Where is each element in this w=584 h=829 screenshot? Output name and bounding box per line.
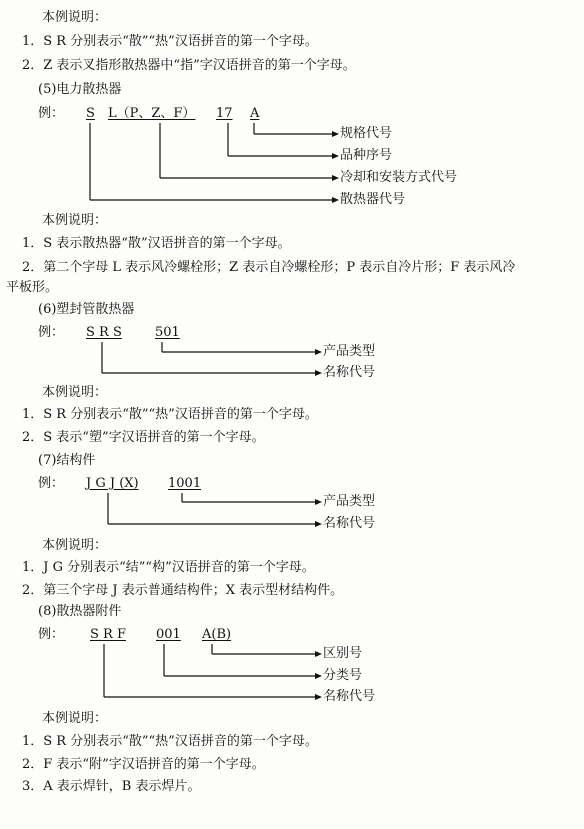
code-label: 分类号 (323, 668, 363, 683)
note-line: 平板形。 (6, 280, 59, 295)
note-line: 3．A 表示焊针，B 表示焊片。 (22, 779, 201, 794)
note-line: 2．S 表示“塑”字汉语拼音的第一个字母。 (22, 430, 265, 445)
code-label: 散热器代号 (340, 192, 406, 207)
code-part: 001 (156, 627, 181, 642)
arrowhead (332, 175, 339, 181)
note-line: 2．第二个字母 L 表示风冷螺栓形；Z 表示自冷螺栓形；P 表示自冷片形；F 表示风冷 (22, 260, 516, 275)
code-part: J G J (X) (86, 476, 139, 491)
note-title: 本例说明： (42, 10, 108, 25)
code-part: 1001 (168, 476, 202, 491)
code-label: 产品类型 (323, 344, 376, 359)
code-part: 501 (155, 325, 180, 340)
code-label: 冷却和安装方式代号 (340, 170, 458, 185)
note-title: 本例说明： (42, 213, 108, 228)
arrowhead (315, 370, 322, 376)
code-part: A(B) (202, 627, 232, 642)
note-title: 本例说明： (42, 385, 108, 400)
code-part: S R F (90, 627, 126, 642)
code-label: 产品类型 (323, 494, 376, 509)
section-heading: (8)散热器附件 (38, 604, 122, 619)
section-heading: (7)结构件 (38, 453, 96, 468)
code-part: S (86, 106, 95, 121)
code-part: L（P、Z、F） (108, 106, 196, 121)
note-line: 1．S R 分别表示“散”“热”汉语拼音的第一个字母。 (22, 34, 318, 49)
note-title: 本例说明： (42, 538, 108, 553)
code-label: 规格代号 (340, 126, 393, 141)
note-line: 2．Z 表示叉指形散热器中“指”字汉语拼音的第一个字母。 (22, 58, 356, 73)
note-line: 1．S R 分别表示“散”“热”汉语拼音的第一个字母。 (22, 734, 318, 749)
arrowhead (332, 197, 339, 203)
code-part: S R S (86, 325, 122, 340)
section-heading: (6)塑封管散热器 (38, 302, 135, 317)
arrowhead (315, 349, 322, 355)
arrowhead (315, 673, 322, 679)
arrowhead (315, 694, 322, 700)
example-label: 例： (38, 476, 65, 491)
arrowhead (315, 651, 322, 657)
section-heading: (5)电力散热器 (38, 82, 122, 97)
arrowhead (315, 499, 322, 505)
example-label: 例： (38, 106, 65, 121)
note-line: 1．S 表示散热器“散”汉语拼音的第一个字母。 (22, 236, 291, 251)
arrowhead (315, 521, 322, 527)
code-label: 品种序号 (340, 148, 393, 163)
code-label: 名称代号 (323, 516, 376, 531)
example-label: 例： (38, 627, 65, 642)
code-label: 名称代号 (323, 689, 376, 704)
arrowhead (332, 153, 339, 159)
note-line: 1．J G 分别表示“结”“构”汉语拼音的第一个字母。 (22, 560, 315, 575)
code-label: 名称代号 (323, 365, 376, 380)
code-part: A (250, 106, 260, 121)
example-label: 例： (38, 325, 65, 340)
note-title: 本例说明： (42, 711, 108, 726)
note-line: 2．第三个字母 J 表示普通结构件；X 表示型材结构件。 (22, 583, 344, 598)
code-label: 区别号 (323, 646, 363, 661)
note-line: 2．F 表示“附”字汉语拼音的第一个字母。 (22, 757, 265, 772)
code-part: 17 (216, 106, 233, 121)
arrowhead (332, 131, 339, 137)
note-line: 1．S R 分别表示“散”“热”汉语拼音的第一个字母。 (22, 407, 318, 422)
